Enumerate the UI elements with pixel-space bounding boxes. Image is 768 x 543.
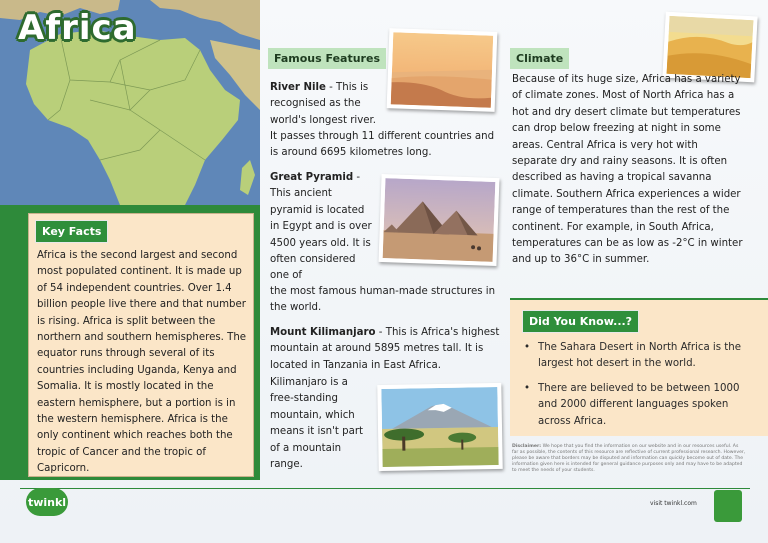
disclaimer xyxy=(512,444,746,474)
kilimanjaro-name: Mount Kilimanjaro xyxy=(270,327,376,338)
pyramid-description: - This ancient pyramid is located in Egypt and is over 4500 years old. It is often considered one of xyxy=(270,172,372,282)
key-facts-label: Key Facts xyxy=(35,220,108,243)
did-you-know-item: • The Sahara Desert in North Africa is the largest hot desert in the world. xyxy=(536,340,760,373)
did-you-know-label: Did You Know...? xyxy=(522,310,639,333)
nile-text-top xyxy=(270,80,388,129)
famous-features-label: Famous Features xyxy=(268,48,386,69)
did-you-know-list xyxy=(536,340,760,438)
climate-text xyxy=(512,72,744,269)
climate-label: Climate xyxy=(510,48,569,69)
kilimanjaro-photo xyxy=(377,383,502,471)
nile-text-bottom: It passes through 11 different countries and is around 6695 kilometres long. xyxy=(270,131,495,159)
page-title: Africa xyxy=(18,8,137,48)
key-facts-panel xyxy=(0,205,260,480)
pyramid-name: Great Pyramid xyxy=(270,172,354,183)
quality-badge-icon xyxy=(714,490,742,522)
twinkl-logo[interactable]: twinkl xyxy=(26,488,68,516)
climate-paragraph: Because of its huge size, Africa has a variety of climate zones. Most of North Africa has a hot and dry desert climate but temperatures can drop below freezing at night in some areas. Central Africa is very hot with separate dry and rainy seasons. It is often described as having a tropical savanna climate. Southern Africa experiences a wider range of temperatures than the rest of the continent. For example, in South Africa, temperatures can be as low as -2°C in winter and up to 36°C in summer. xyxy=(512,74,743,266)
great-pyramid-photo xyxy=(379,174,500,266)
pyramid-text-bottom: the most famous human-made structures in the world. xyxy=(270,286,496,314)
nile-name: River Nile xyxy=(270,82,326,93)
visit-link[interactable]: visit twinkl.com xyxy=(650,500,697,507)
pyramid-text xyxy=(270,170,375,285)
did-you-know-panel xyxy=(510,298,768,436)
nile-description: - This is recognised as the world's longest river. xyxy=(270,82,376,126)
disclaimer-label: Disclaimer: xyxy=(512,444,542,449)
key-facts-box xyxy=(28,213,254,477)
kilimanjaro-text-top: Mount Kilimanjaro - This is Africa's highest mountain at around 5895 metres tall. It is located in Tanzania in East Africa. xyxy=(270,327,500,371)
did-you-know-item: • There are believed to be between 1000 and 2000 different languages spoken across Africa. xyxy=(536,381,760,430)
river-nile-photo xyxy=(387,28,498,112)
footer-divider xyxy=(20,488,750,489)
key-facts-text: Africa is the second largest and second most populated continent. It is made up of 54 independent countries. Over 1.4 billion people live there and that number is rising. Africa is split between the northern and southern hemispheres. The equator runs through several of its countries including Uganda, Kenya and Somalia. It is mostly located in the eastern hemisphere, but a portion is in the western hemisphere. Africa is the only continent which reaches both the tropic of Cancer and the tropic of Capricorn. xyxy=(37,250,247,475)
kilimanjaro-text-bottom: Kilimanjaro is a free-standing mountain, which means it isn't part of a mountain range. xyxy=(270,377,364,471)
disclaimer-text: We hope that you find the information on our website and in our resources useful. As far as possible, the contents of this resource are reflective of current professional research. However, please be aware that borders may be disputed and information can quickly become out of date. The information given here is intended for general guidance purposes only and may have to be adapted to meet the needs of your students. xyxy=(512,444,746,473)
